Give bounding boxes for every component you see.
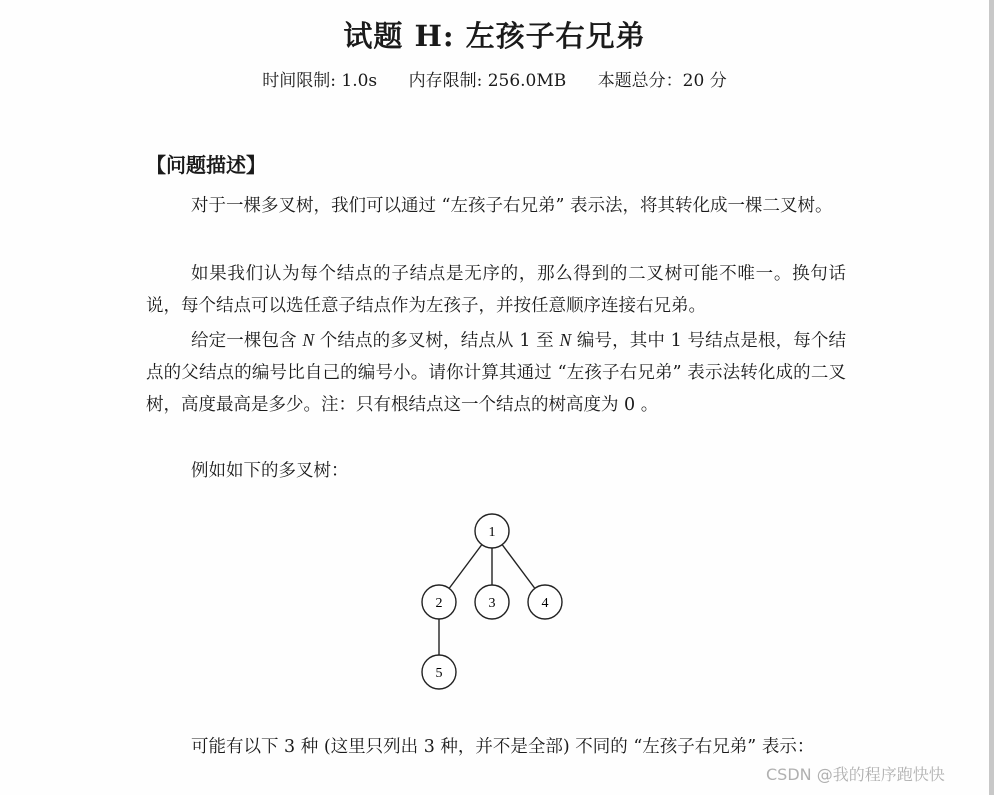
tree-node <box>528 585 562 619</box>
csdn-watermark: CSDN @我的程序跑快快 <box>766 765 945 784</box>
viewer-scroll-edge[interactable] <box>989 0 994 795</box>
total-score: 本题总分：20 分 <box>597 71 727 91</box>
section-heading: 【问题描述】 <box>146 153 266 177</box>
paragraph-task <box>146 324 846 421</box>
svg-text:4: 4 <box>541 596 549 611</box>
task-text-a: 给定一棵包含 <box>191 331 303 351</box>
tree-edge <box>502 545 535 589</box>
var-n: N <box>559 330 572 350</box>
tree-node <box>475 514 509 548</box>
svg-text:1: 1 <box>488 525 496 540</box>
paragraph-example: 例如如下的多叉树： <box>191 461 349 481</box>
svg-text:5: 5 <box>435 666 443 681</box>
tree-node <box>422 585 456 619</box>
multiway-tree-diagram <box>400 500 590 700</box>
problem-title: 试题 H: 左孩子右兄弟 <box>343 19 646 53</box>
paragraph-intro: 对于一棵多叉树，我们可以通过 “左孩子右兄弟” 表示法，将其转化成一棵二叉树。 <box>191 196 833 216</box>
var-n: N <box>302 330 315 350</box>
svg-text:2: 2 <box>435 596 443 611</box>
problem-meta <box>0 68 989 94</box>
task-text-c: 编号，其中 1 号结点是根，每个结点的父结点的编号比自己的编号小。请你计算其通过 “左孩子右兄弟” 表示法转化成的二叉树，高度最高是多少。注：只有根结点这一个结点的树高度为 0 。 <box>146 331 846 415</box>
paragraph-uniqueness: 如果我们认为每个结点的子结点是无序的，那么得到的二叉树可能不唯一。换句话说，每个结点可以选任意子结点作为左孩子，并按任意顺序连接右兄弟。 <box>146 264 846 316</box>
svg-text:3: 3 <box>488 596 496 611</box>
task-text-b: 个结点的多叉树，结点从 1 至 <box>314 331 560 351</box>
tree-node <box>475 585 509 619</box>
tree-edge <box>449 545 482 589</box>
paragraph-representations: 可能有以下 3 种 (这里只列出 3 种，并不是全部) 不同的 “左孩子右兄弟” 表示： <box>191 737 815 757</box>
tree-node <box>422 655 456 689</box>
time-limit: 时间限制: 1.0s <box>262 71 378 91</box>
memory-limit: 内存限制: 256.0MB <box>408 71 567 91</box>
